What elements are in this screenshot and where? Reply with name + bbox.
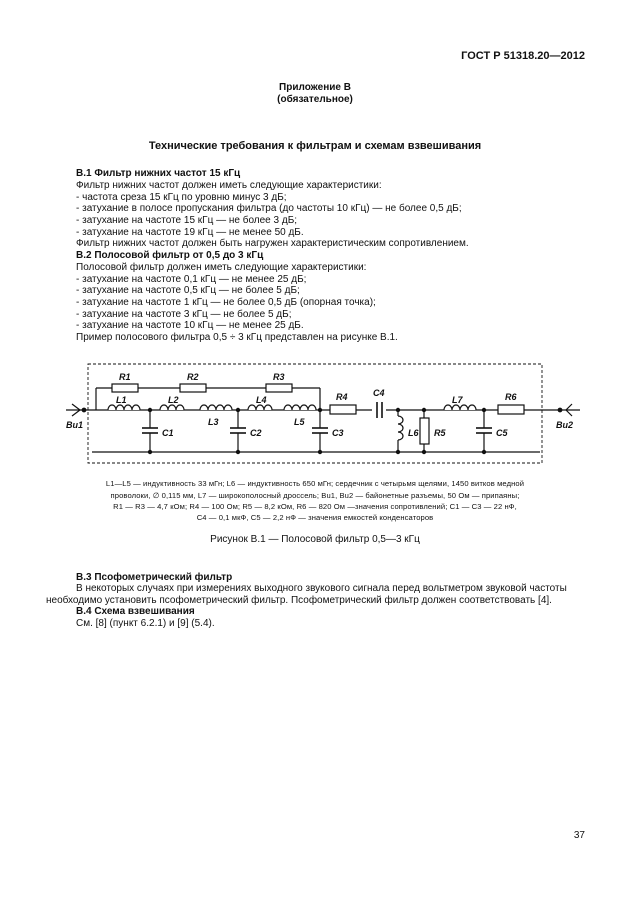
section-b1-line: - частота среза 15 кГц по уровню минус 3 дБ; xyxy=(76,192,287,203)
label-l7: L7 xyxy=(452,395,463,405)
resistor-r5 xyxy=(420,418,429,444)
section-b3-line: В некоторых случаях при измерениях выходного звукового сигнала перед вольтметром звуковой частоты xyxy=(76,583,567,594)
label-l5: L5 xyxy=(294,417,305,427)
section-b3-heading: В.3 Псофометрический фильтр xyxy=(76,572,233,583)
enclosure-border xyxy=(88,364,542,463)
label-c4: C4 xyxy=(373,388,385,398)
label-l6: L6 xyxy=(408,428,419,438)
label-l2: L2 xyxy=(168,395,179,405)
section-b1-line: - затухание в полосе пропускания фильтра (до частоты 10 кГц) — не более 0,5 дБ; xyxy=(76,203,462,214)
label-l1: L1 xyxy=(116,395,127,405)
label-r3: R3 xyxy=(273,372,285,382)
resistor-r1 xyxy=(112,384,138,392)
inductor-l6 xyxy=(398,416,403,440)
section-b1-line: Фильтр нижних частот должен быть нагружен характеристическим сопротивлением. xyxy=(76,238,469,249)
section-b2-line: - затухание на частоте 10 кГц — не менее 25 дБ. xyxy=(76,320,304,331)
section-b1-heading: В.1 Фильтр нижних частот 15 кГц xyxy=(76,168,241,179)
label-r1: R1 xyxy=(119,372,131,382)
label-l3: L3 xyxy=(208,417,219,427)
resistor-r3 xyxy=(266,384,292,392)
section-b3-line: необходимо установить псофометрический фильтр. Псофометрический фильтр должен соответствовать [4]. xyxy=(46,595,552,606)
figure-legend-line: проволоки, ∅ 0,115 мм, L7 — широкополосный дроссель; Bu1, Bu2 — байонетные разъемы, 50 Ом — припаяны; xyxy=(110,491,520,500)
inductor-l4 xyxy=(248,405,272,410)
appendix-subtitle: (обязательное) xyxy=(277,94,353,105)
label-bu1: Bu1 xyxy=(66,420,84,430)
resistor-r6 xyxy=(498,405,524,414)
inductor-l7 xyxy=(444,405,476,410)
main-title: Технические требования к фильтрам и схемам взвешивания xyxy=(148,140,482,152)
label-c3: C3 xyxy=(332,428,344,438)
section-b2-line: Пример полосового фильтра 0,5 ÷ 3 кГц представлен на рисунке В.1. xyxy=(76,332,398,343)
section-b1-line: Фильтр нижних частот должен иметь следующие характеристики: xyxy=(76,180,382,191)
standard-number: ГОСТ Р 51318.20—2012 xyxy=(461,50,585,62)
resistor-r2 xyxy=(180,384,206,392)
label-c2: C2 xyxy=(250,428,262,438)
section-b4-heading: В.4 Схема взвешивания xyxy=(76,606,195,617)
label-bu2: Bu2 xyxy=(556,420,574,430)
section-b2-line: - затухание на частоте 1 кГц — не более 0,5 дБ (опорная точка); xyxy=(76,297,376,308)
label-c5: C5 xyxy=(496,428,508,438)
inductor-l1 xyxy=(108,405,140,410)
inductor-l3 xyxy=(200,405,232,410)
section-b2-line: - затухание на частоте 3 кГц — не более 5 дБ; xyxy=(76,309,292,320)
section-b2-line: - затухание на частоте 0,1 кГц — не менее 25 дБ; xyxy=(76,274,307,285)
figure-legend-line: C4 — 0,1 мкФ, C5 — 2,2 нФ — значения емкостей конденсаторов xyxy=(196,513,434,522)
figure-legend-line: R1 — R3 — 4,7 кОм; R4 — 100 Ом; R5 — 8,2 кОм, R6 — 820 Ом —значения сопротивлений; C1 — C3 — 22 нФ, xyxy=(113,502,517,511)
figure-title: Рисунок В.1 — Полосовой фильтр 0,5—3 кГц xyxy=(210,534,420,545)
label-l4: L4 xyxy=(256,395,267,405)
section-b1-line: - затухание на частоте 19 кГц — не менее 50 дБ. xyxy=(76,227,304,238)
resistor-r4 xyxy=(330,405,356,414)
figure-legend-line: L1—L5 — индуктивность 33 мГн; L6 — индуктивность 650 мГн; сердечник с четырьмя щелями, 1450 витков медной xyxy=(105,479,525,488)
page-number: 37 xyxy=(573,830,585,841)
section-b2-heading: В.2 Полосовой фильтр от 0,5 до 3 кГц xyxy=(76,250,264,261)
section-b2-line: Полосовой фильтр должен иметь следующие характеристики: xyxy=(76,262,367,273)
bandpass-filter-schematic xyxy=(60,360,580,470)
appendix-title: Приложение В xyxy=(279,82,351,93)
label-r4: R4 xyxy=(336,392,348,402)
section-b4-line: См. [8] (пункт 6.2.1) и [9] (5.4). xyxy=(76,618,215,629)
inductor-l5 xyxy=(284,405,316,410)
label-r2: R2 xyxy=(187,372,199,382)
section-b1-line: - затухание на частоте 15 кГц — не более 3 дБ; xyxy=(76,215,298,226)
inductor-l2 xyxy=(160,405,184,410)
section-b2-line: - затухание на частоте 0,5 кГц — не более 5 дБ; xyxy=(76,285,300,296)
label-r5: R5 xyxy=(434,428,446,438)
label-c1: C1 xyxy=(162,428,174,438)
label-r6: R6 xyxy=(505,392,517,402)
